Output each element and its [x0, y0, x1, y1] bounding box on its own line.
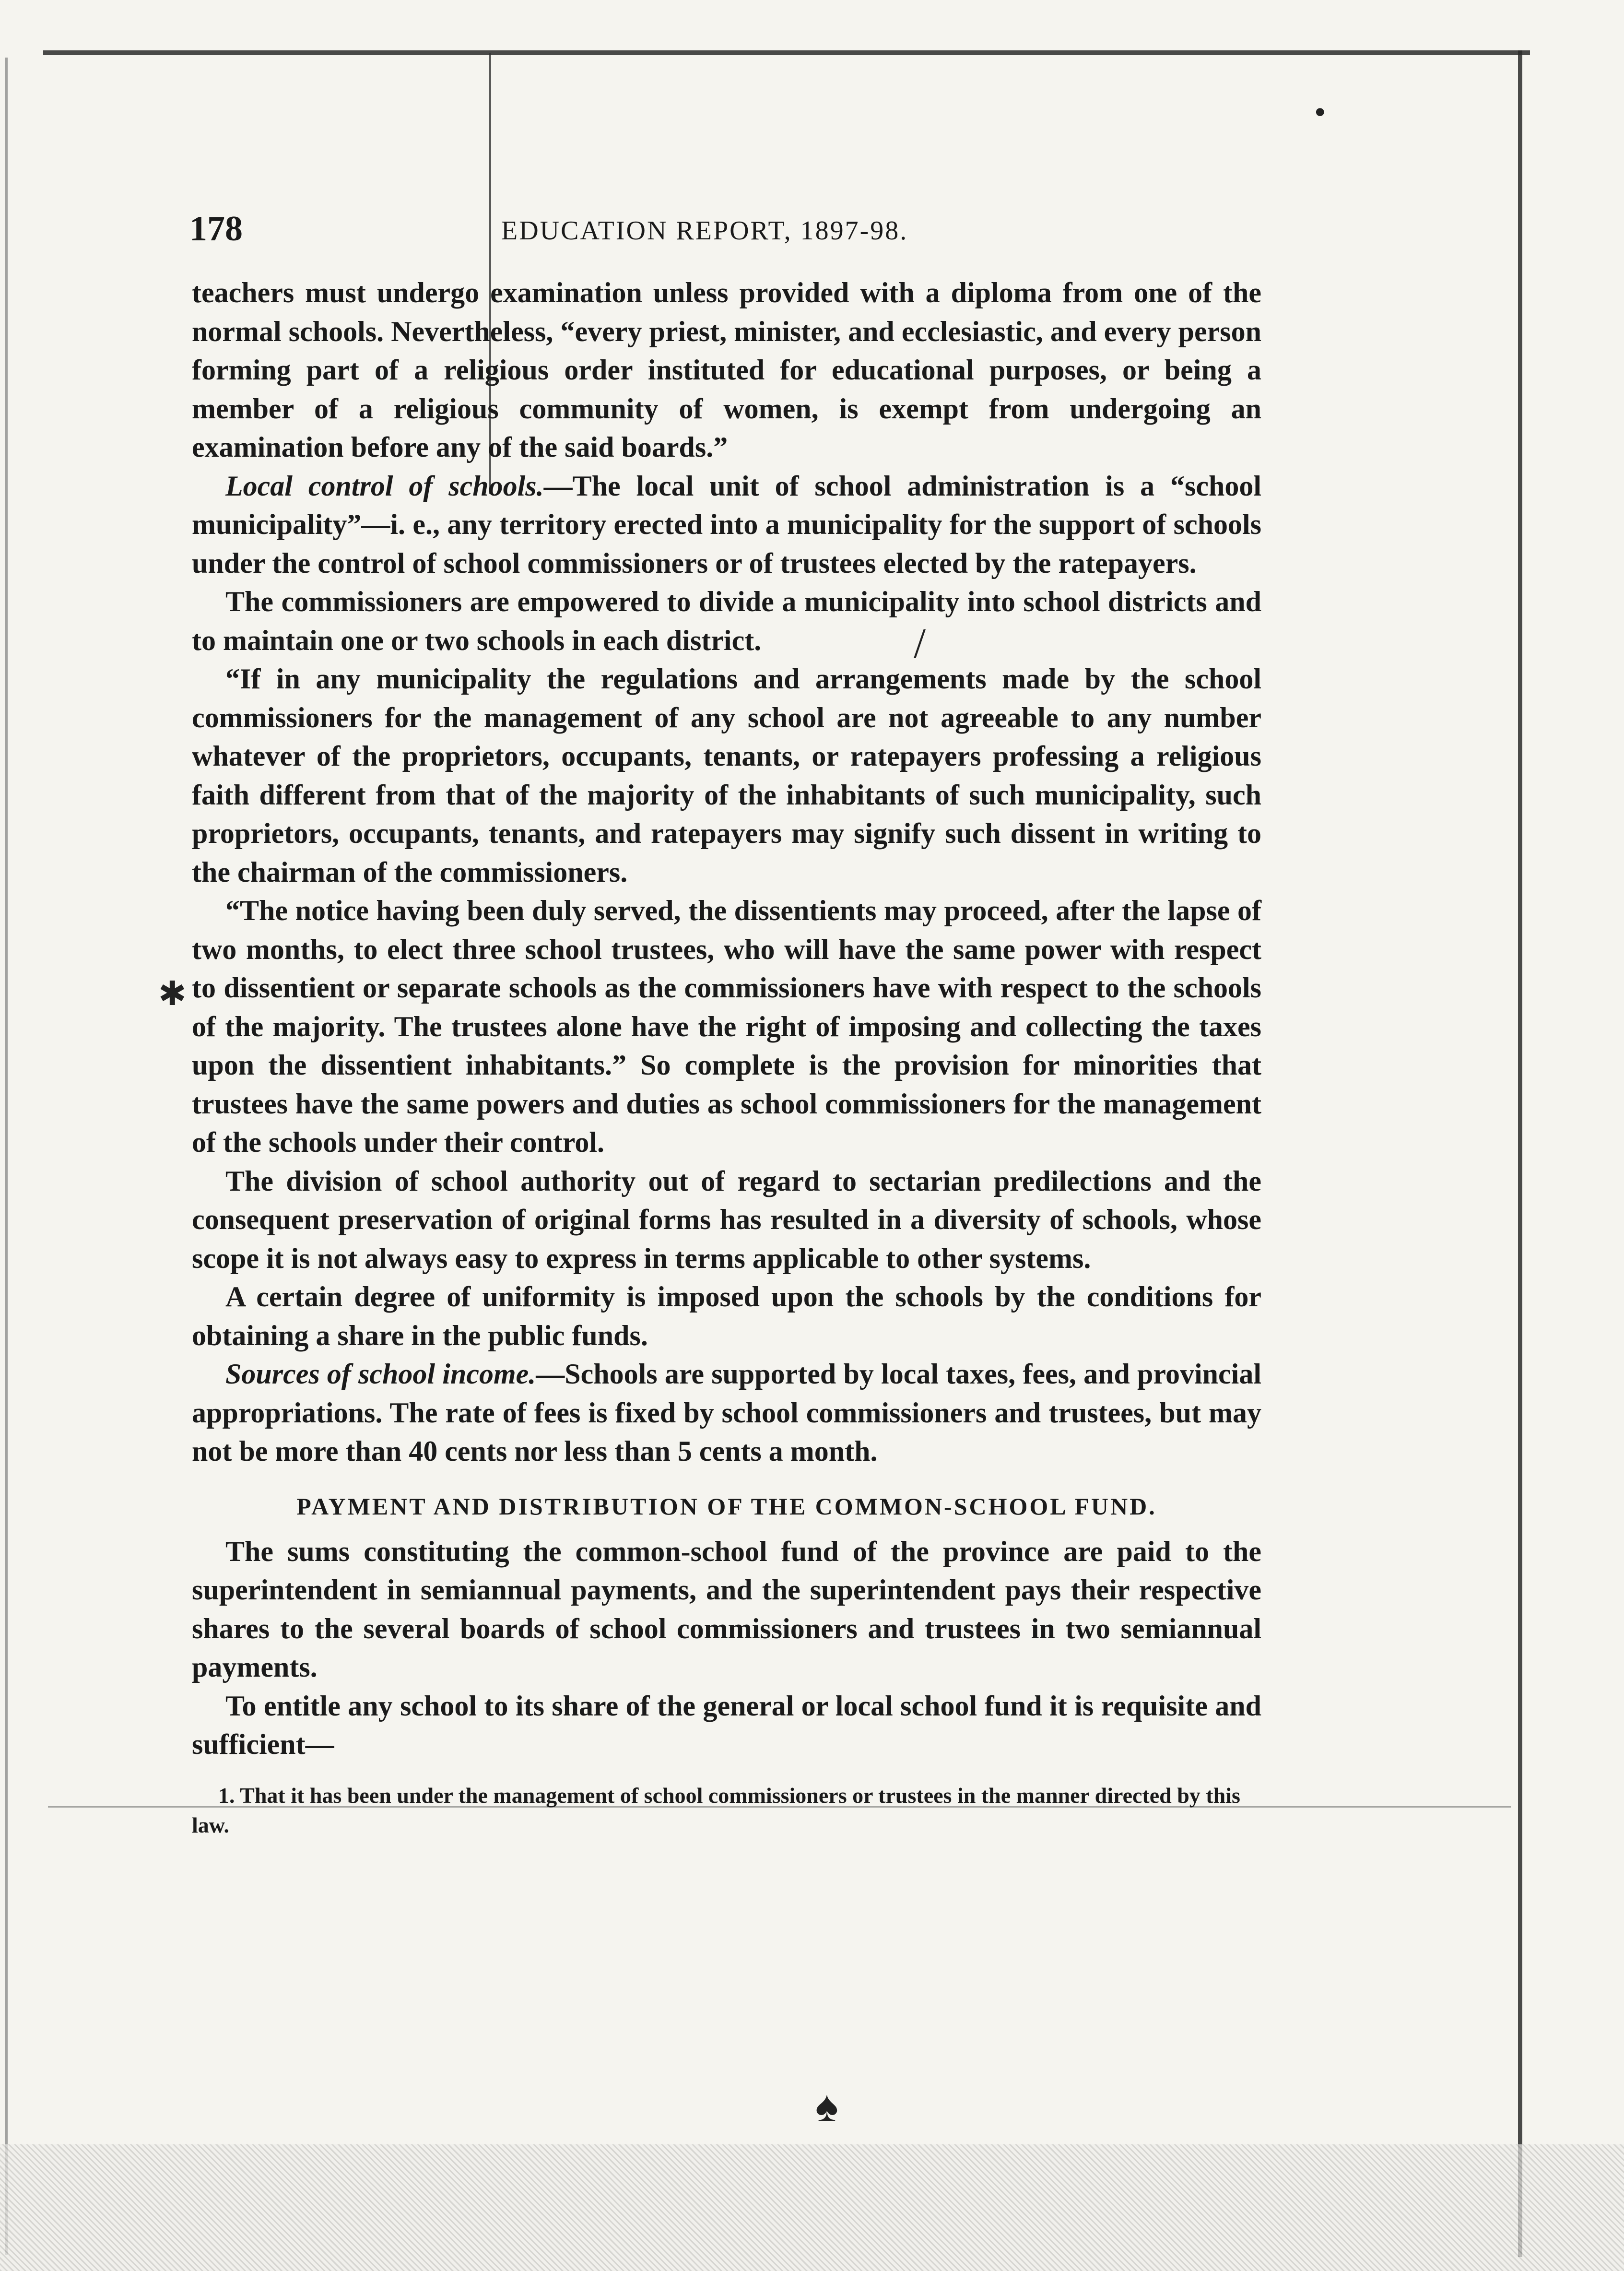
top-border-rule [43, 50, 1530, 55]
paragraph-text: —The local unit of school administration is a “school municipality”—i. e., any territory erected into a municipality for the support of schools under the control of school commissioners or of trustees elected by the ratepayers. [192, 470, 1261, 579]
paragraph: “The notice having been duly served, the dissentients may proceed, after the lapse of two months, to elect three school trustees, who will have the same power with respect to dissentient or separate schools as the commissioners have with respect to the schools of the majority. The trustees alone have the right of imposing and collecting the taxes upon the dissentient inhabitants.” So complete is the provision for minorities that trustees have the same powers and duties as school commissioners for the management of the schools under their control. [192, 895, 1261, 1158]
paragraph [192, 467, 1261, 583]
running-head: EDUCATION REPORT, 1897-98. [501, 216, 908, 246]
paragraph: The division of school authority out of regard to sectarian predilections and the consequent preservation of original forms has resulted in a diversity of schools, whose scope it is not always easy to express in terms applicable to other systems. [192, 1165, 1261, 1274]
body-text [192, 273, 1261, 1840]
paragraph: The sums constituting the common-school fund of the province are paid to the superintendent in semiannual payments, and the superintendent pays their respective shares to the several boards of school commissioners and trustees in two semiannual payments. [192, 1535, 1261, 1683]
side-heading: Local control of schools. [225, 470, 544, 502]
paragraph [192, 1355, 1261, 1471]
scan-noise-bottom [0, 2144, 1624, 2271]
left-border-rule [5, 58, 8, 2255]
paragraph: “If in any municipality the regulations and arrangements made by the school commissioners for the management of any school are not agreeable to any number whatever of the proprietors, occupants, tenants, or ratepayers professing a religious faith different from that of the majority of the inhabitants of such municipality, such proprietors, occupants, tenants, and ratepayers may signify such dissent in writing to the chairman of the commissioners. [192, 663, 1261, 888]
page-number: 178 [189, 209, 243, 248]
right-border-rule [1518, 50, 1522, 2257]
ink-blot: ✱ [158, 976, 187, 1013]
footnote: 1. That it has been under the management of school commissioners or trustees in the manner directed by this law. [192, 1783, 1240, 1837]
scan-speck: • [1314, 94, 1326, 131]
ink-blot: ♠ [815, 2083, 838, 2130]
paragraph: The commissioners are empowered to divide a municipality into school districts and to maintain one or two schools in each district. [192, 586, 1261, 656]
paragraph: A certain degree of uniformity is imposed upon the schools by the conditions for obtaining a share in the public funds. [192, 1281, 1261, 1351]
page-header [189, 209, 1269, 247]
pencil-mark: / [914, 620, 926, 667]
section-title: PAYMENT AND DISTRIBUTION OF THE COMMON-SCHOOL FUND. [296, 1492, 1157, 1520]
side-heading: Sources of school income. [225, 1358, 536, 1390]
paragraph: teachers must undergo examination unless provided with a diploma from one of the normal schools. Nevertheless, “every priest, minister, and ecclesiastic, and every person forming part of a religious order instituted for educational purposes, or being a member of a religious community of women, is exempt from undergoing an examination before any of the said boards.” [192, 277, 1261, 463]
paragraph: To entitle any school to its share of the general or local school fund it is requisite and sufficient— [192, 1690, 1261, 1760]
paragraph-text: —Schools are supported by local taxes, fees, and provincial appropriations. The rate of fees is fixed by school commissioners and trustees, but may not be more than 40 cents nor less than 5 cents a month. [192, 1358, 1261, 1467]
